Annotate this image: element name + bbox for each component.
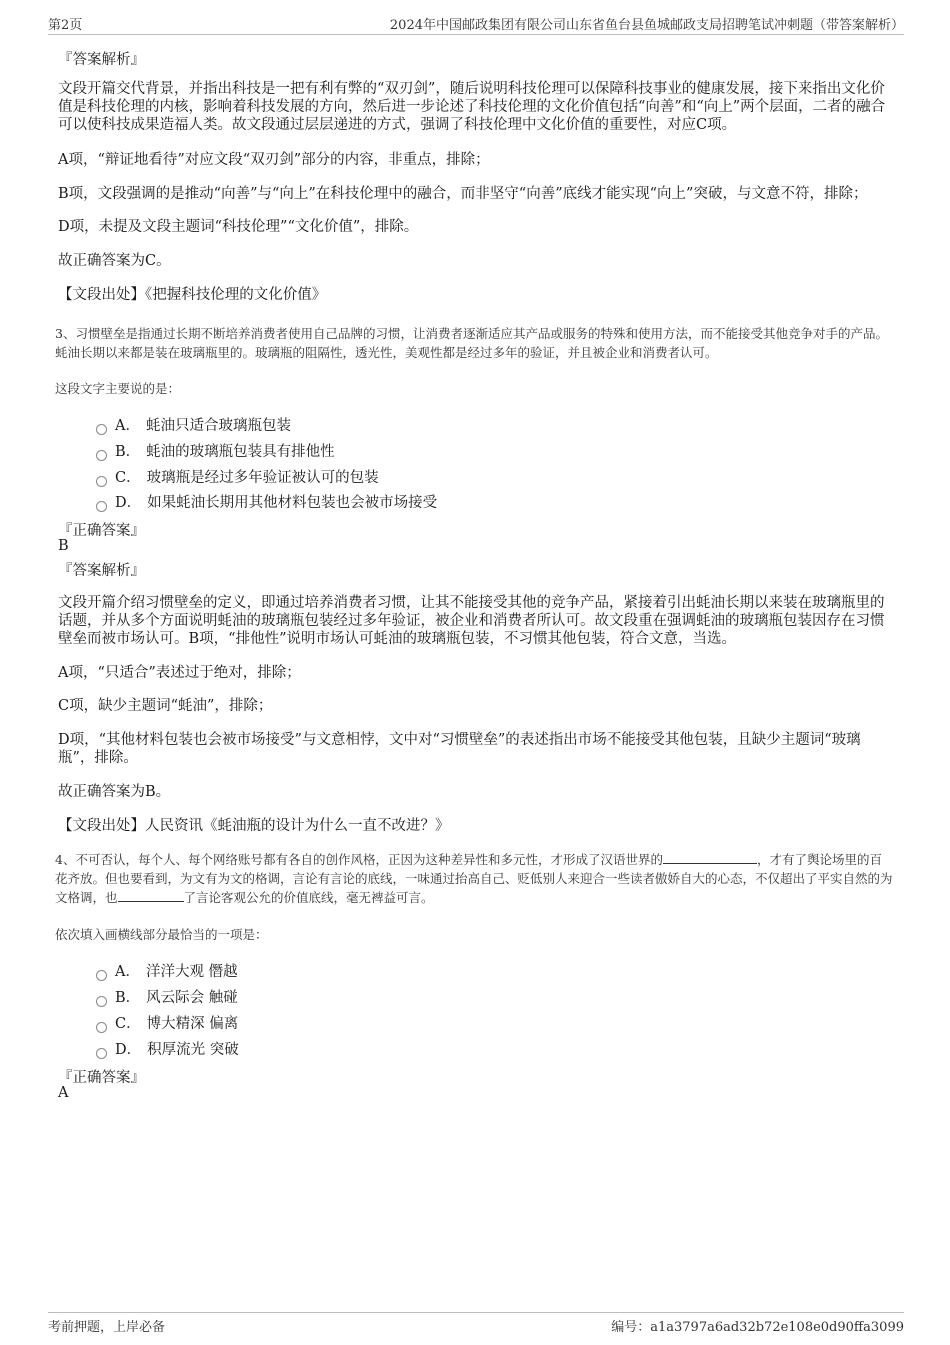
analysis-line-c: C项，缺少主题词“蚝油”，排除； — [58, 698, 273, 714]
correct-answer-value: B — [58, 538, 69, 554]
analysis-line-d: D项，未提及文段主题词“科技伦理”“文化价值”，排除。 — [58, 219, 419, 235]
analysis-paragraph: 文段开篇介绍习惯壁垒的定义，即通过培养消费者习惯，让其不能接受其他的竞争产品，紧接着引出蚝油长期以来装在玻璃瓶里的话题，并从多个方面说明蚝油的玻璃瓶包装经过多年验证，被企业和消费者所认可。故文段重在强调蚝油的玻璃瓶包装因存在习惯壁垒而被市场认可。B项，“排他性”说明市场认可蚝油的玻璃瓶包装，不习惯其他包装，符合文意，当选。 — [58, 595, 885, 647]
analysis-line-a: A项，“只适合”表述过于绝对，排除； — [58, 665, 301, 681]
analysis-line-b: B项，文段强调的是推动“向善”与“向上”在科技伦理中的融合，而非坚守“向善”底线才能实现“向上”突破，与文意不符，排除； — [58, 186, 868, 202]
question-3-prompt: 这段文字主要说的是： — [55, 381, 181, 396]
fill-blank-2 — [118, 889, 184, 902]
analysis-label: 『答案解析』 — [58, 52, 145, 68]
option-d[interactable]: D． 积厚流光 突破 — [96, 1038, 239, 1058]
option-d[interactable]: D． 如果蚝油长期用其他材料包装也会被市场接受 — [96, 491, 437, 511]
radio-icon[interactable] — [96, 450, 107, 461]
page-number: 第2页 — [48, 18, 83, 33]
question-3-stem: 3、习惯壁垒是指通过长期不断培养消费者使用自己品牌的习惯，让消费者逐渐适应其产品或服务的特殊和使用方法，而不能接受其他竞争对手的产品。蚝油长期以来都是装在玻璃瓶里的。玻璃瓶的阻隔性，透光性，美观性都是经过多年的验证，并且被企业和消费者认可。 — [55, 326, 888, 360]
radio-icon[interactable] — [96, 996, 107, 1007]
option-c[interactable]: C． 玻璃瓶是经过多年验证被认可的包装 — [96, 466, 379, 486]
radio-icon[interactable] — [96, 424, 107, 435]
correct-answer-label: 『正确答案』 — [58, 1070, 145, 1086]
radio-icon[interactable] — [96, 970, 107, 981]
source-citation: 【文段出处】人民资讯《蚝油瓶的设计为什么一直不改进？》 — [58, 818, 450, 834]
answer-conclusion: 故正确答案为B。 — [58, 784, 171, 800]
page-footer — [48, 1312, 904, 1338]
analysis-line-a: A项，“辩证地看待”对应文段“双刃剑”部分的内容，非重点，排除； — [58, 152, 490, 168]
radio-icon[interactable] — [96, 1022, 107, 1033]
document-title: 2024年中国邮政集团有限公司山东省鱼台县鱼城邮政支局招聘笔试冲刺题（带答案解析） — [389, 18, 904, 33]
radio-icon[interactable] — [96, 476, 107, 487]
source-citation: 【文段出处】《把握科技伦理的文化价值》 — [58, 287, 327, 303]
footer-slogan: 考前押题，上岸必备 — [48, 1320, 166, 1335]
fill-blank-1 — [663, 851, 757, 864]
correct-answer-label: 『正确答案』 — [58, 523, 145, 539]
option-b[interactable]: B． 风云际会 触碰 — [96, 986, 238, 1006]
document-id: 编号：a1a3797a6ad32b72e108e0d90ffa3099 — [611, 1320, 904, 1335]
option-a[interactable]: A． 蚝油只适合玻璃瓶包装 — [96, 414, 291, 434]
option-a[interactable]: A． 洋洋大观 僭越 — [96, 960, 238, 980]
answer-conclusion: 故正确答案为C。 — [58, 253, 171, 269]
radio-icon[interactable] — [96, 501, 107, 512]
question-4-prompt: 依次填入画横线部分最恰当的一项是： — [55, 927, 268, 942]
correct-answer-value: A — [58, 1085, 69, 1101]
page-header — [48, 14, 904, 35]
radio-icon[interactable] — [96, 1048, 107, 1059]
analysis-line-d: D项，“其他材料包装也会被市场接受”与文意相悖，文中对“习惯壁垒”的表述指出市场不能接受其他包装，且缺少主题词“玻璃瓶”，排除。 — [58, 732, 861, 766]
option-b[interactable]: B． 蚝油的玻璃瓶包装具有排他性 — [96, 440, 335, 460]
option-c[interactable]: C． 博大精深 偏离 — [96, 1012, 238, 1032]
analysis-label: 『答案解析』 — [58, 563, 145, 579]
question-4-stem: 4、不可否认，每个人、每个网络账号都有各自的创作风格，正因为这种差异性和多元性，才形成了汉语世界的 ，才有了舆论场里的百花齐放。但也要看到，为文有为文的格调，言论有言论的底线，一味通过抬高自己、贬低别人来迎合一些读者傲娇自大的心态，不仅超出了平实自然的为文格调，也 了言论客观公允的价值底线，毫无裨益可言。 — [55, 852, 893, 905]
analysis-paragraph: 文段开篇交代背景，并指出科技是一把有利有弊的“双刃剑”，随后说明科技伦理可以保障科技事业的健康发展，接下来指出文化价值是科技伦理的内核，影响着科技发展的方向，然后进一步论述了科技伦理的文化价值包括“向善”和“向上”两个层面，二者的融合可以使科技成果造福人类。故文段通过层层递进的方式，强调了科技伦理中文化价值的重要性，对应C项。 — [58, 81, 886, 133]
